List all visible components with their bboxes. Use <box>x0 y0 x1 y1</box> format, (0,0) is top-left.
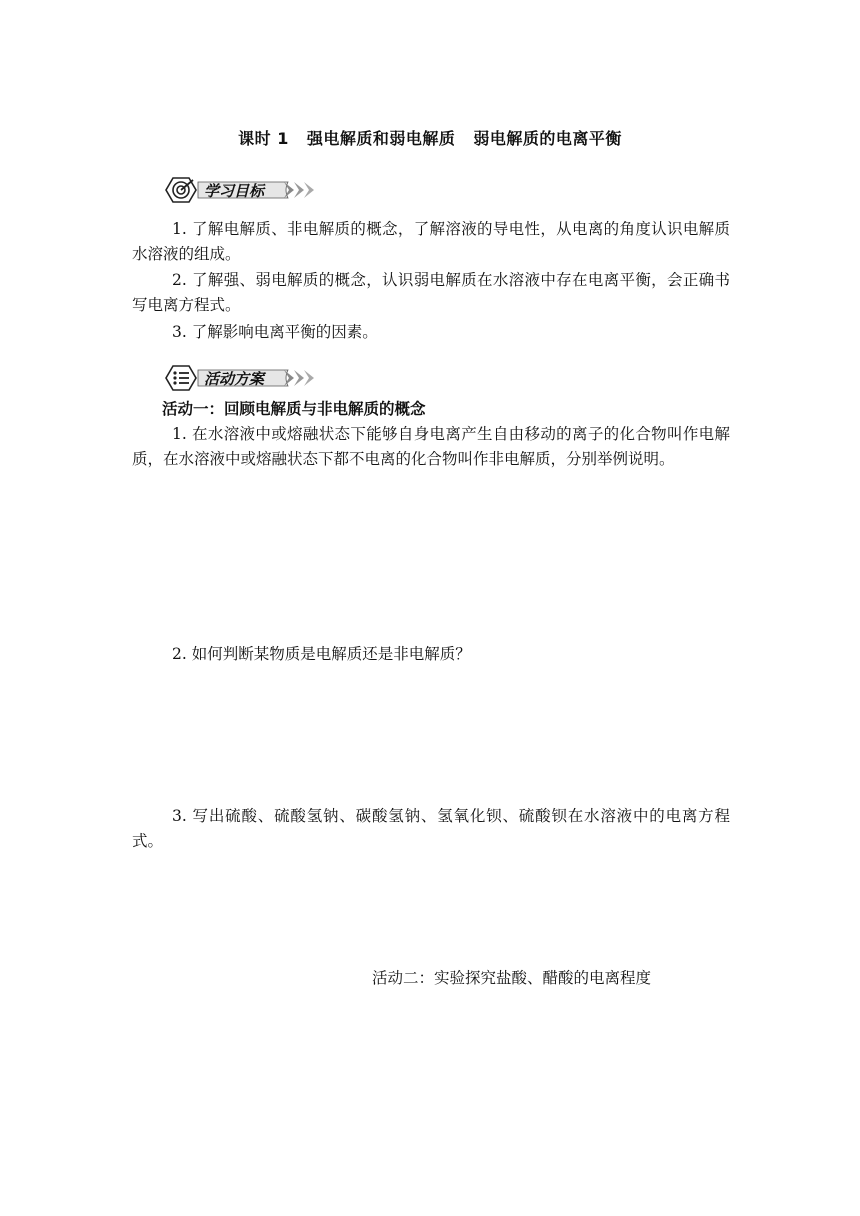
lesson-number: 课时 1 <box>238 129 289 148</box>
title-part-2: 弱电解质的电离平衡 <box>473 129 622 148</box>
learning-goals-banner <box>162 176 322 204</box>
activity-1-question-2: 2. 如何判断某物质是电解质还是非电解质？ <box>172 645 471 663</box>
activity-plan-label: 活动方案 <box>204 370 265 388</box>
goal-item-1: 1. 了解电解质、非电解质的概念，了解溶液的导电性，从电离的角度认识电解质水溶液的组成。 <box>132 220 730 263</box>
learning-goals-label: 学习目标 <box>204 182 265 200</box>
activity-1-question-3: 3. 写出硫酸、硫酸氢钠、碳酸氢钠、氢氧化钡、硫酸钡在水溶液中的电离方程式。 <box>132 807 730 850</box>
page-title <box>0 126 860 149</box>
activity-plan-banner <box>162 364 322 392</box>
activity-2-heading: 活动二：实验探究盐酸、醋酸的电离程度 <box>372 969 652 987</box>
goal-item-3: 3. 了解影响电离平衡的因素。 <box>172 323 378 341</box>
activity-1-question-1: 1. 在水溶液中或熔融状态下能够自身电离产生自由移动的离子的化合物叫作电解质，在水溶液中或熔融状态下都不电离的化合物叫作非电解质，分别举例说明。 <box>132 425 730 468</box>
activity-1-heading: 活动一：回顾电解质与非电解质的概念 <box>162 400 426 418</box>
goal-item-2: 2. 了解强、弱电解质的概念，认识弱电解质在水溶液中存在电离平衡，会正确书写电离方程式。 <box>132 271 730 314</box>
title-part-1: 强电解质和弱电解质 <box>306 129 456 148</box>
